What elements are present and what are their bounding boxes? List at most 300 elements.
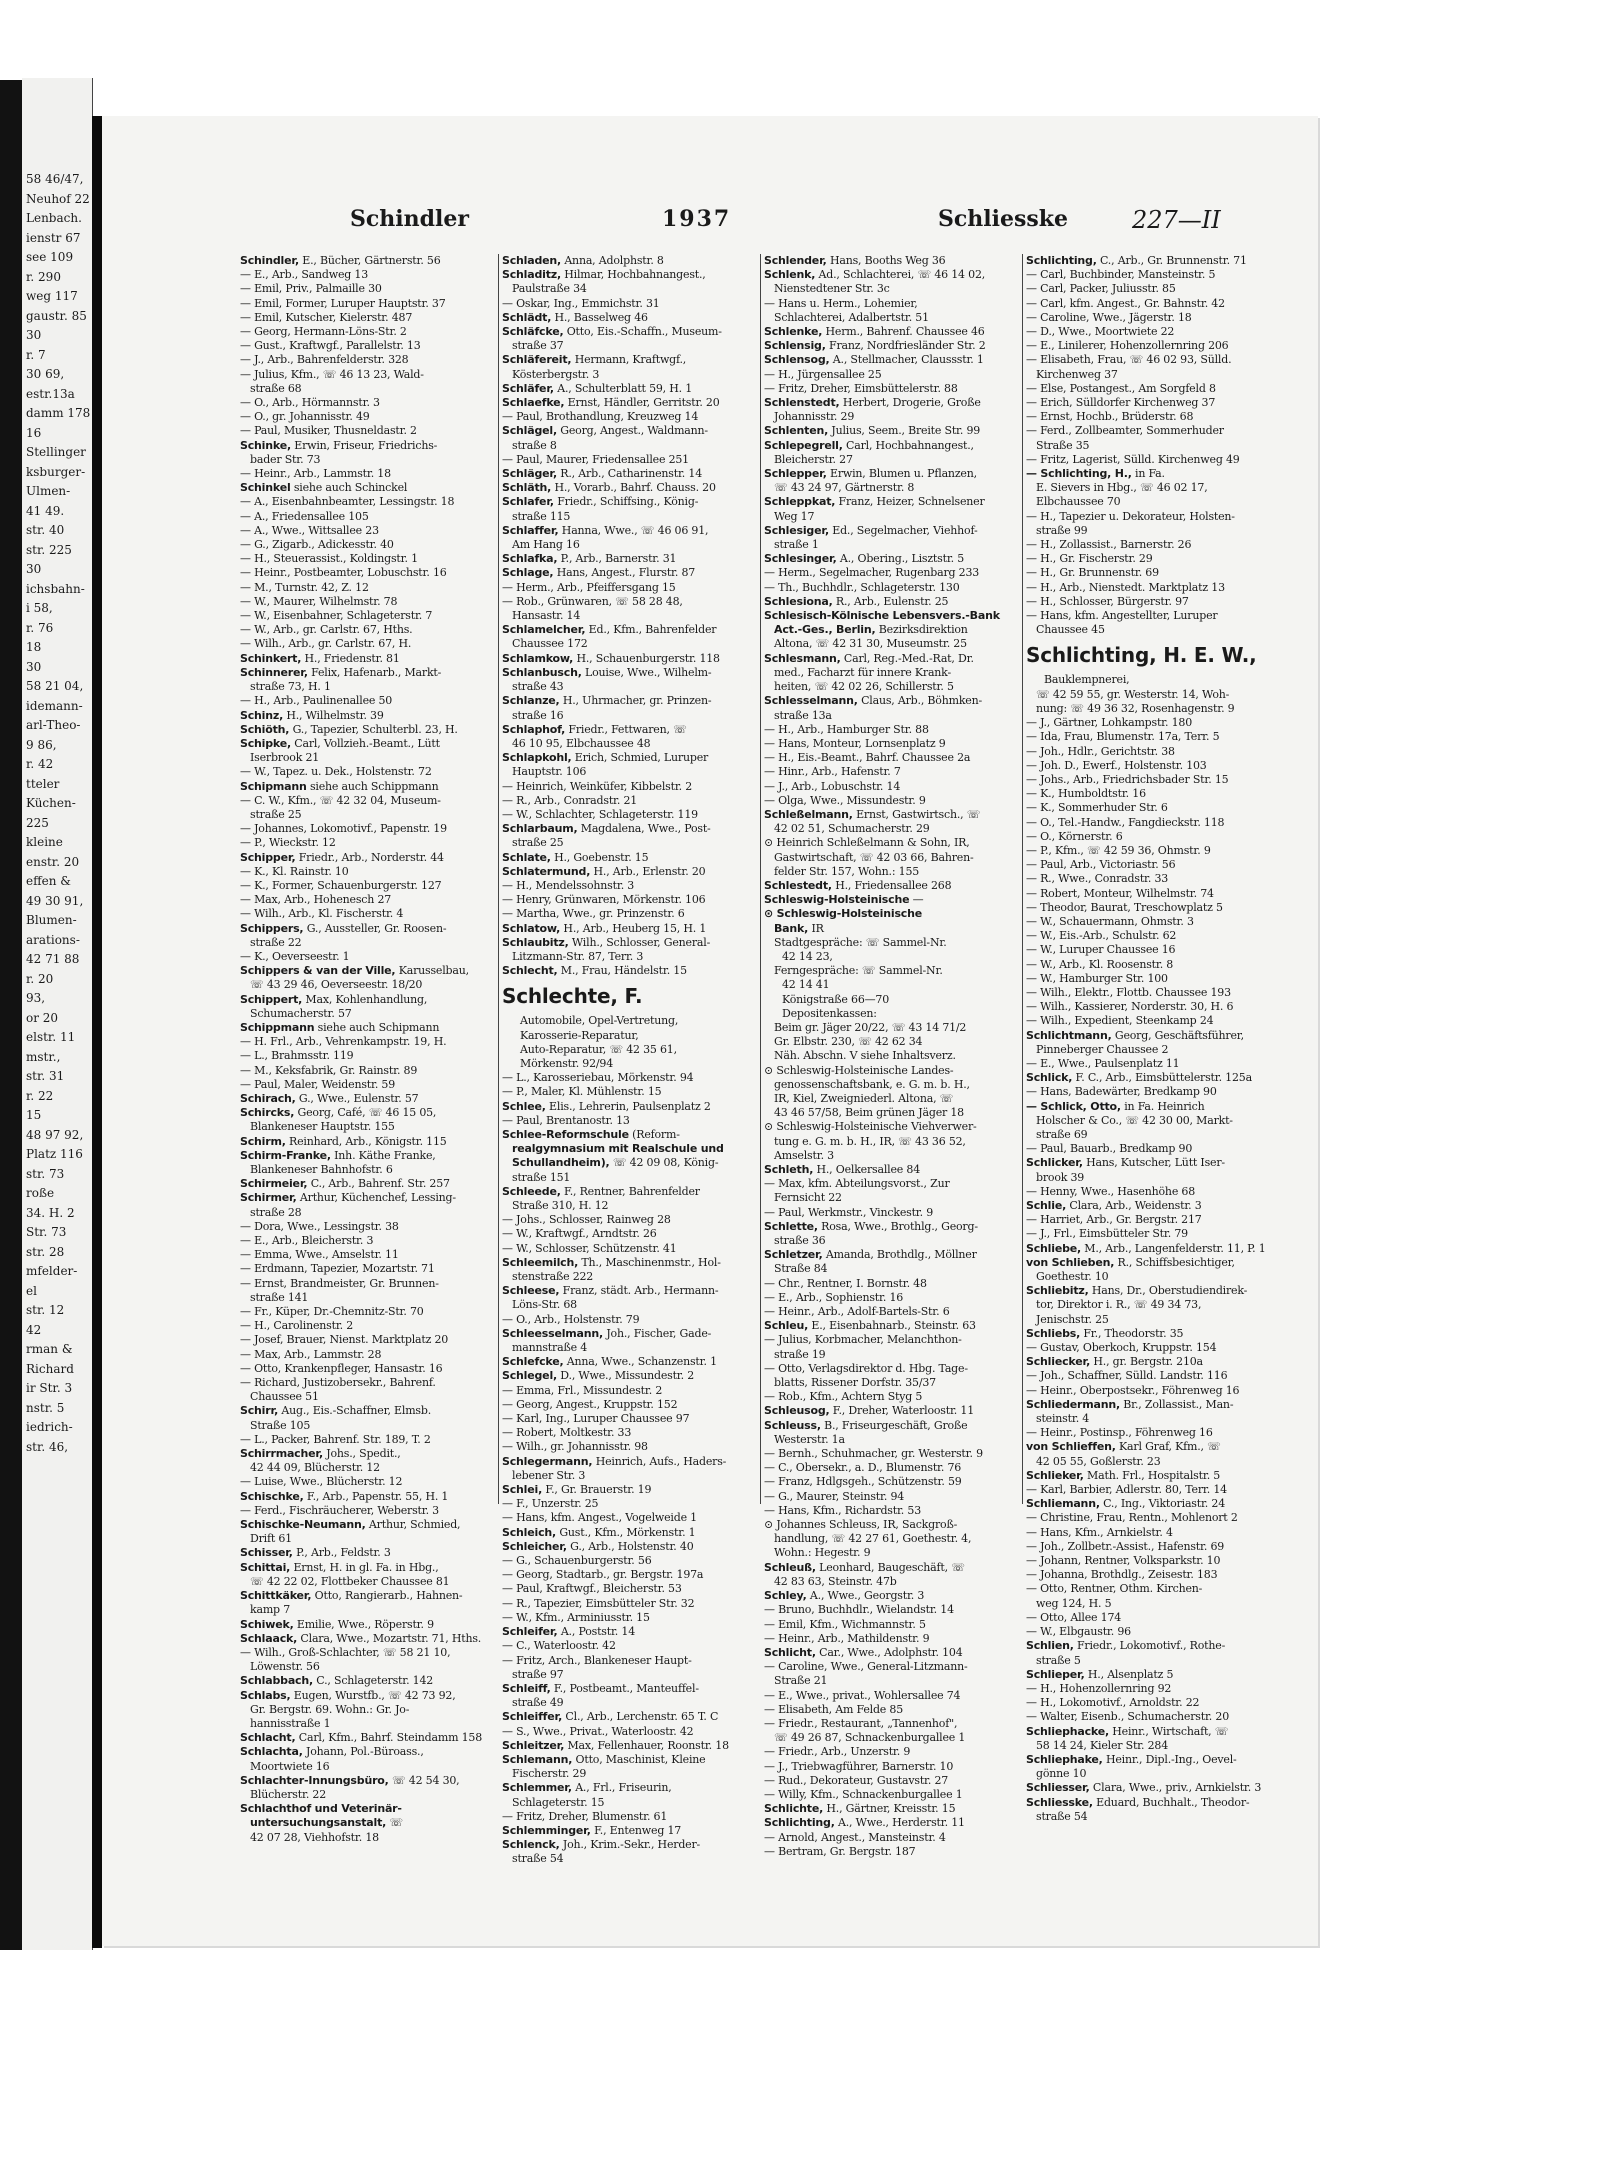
directory-entry [1026, 1043, 1278, 1057]
entry-surname: Schlanbusch, [502, 665, 582, 679]
entry-surname: Schlie, [1026, 1199, 1067, 1212]
directory-entry [1026, 1682, 1278, 1696]
entry-details: — A., Friedensallee 105 [240, 509, 369, 523]
entry-details: straße 99 [1036, 523, 1088, 537]
directory-entry [764, 993, 1016, 1007]
directory-entry [764, 1816, 1016, 1830]
directory-entry [764, 751, 1016, 765]
entry-details: gönne 10 [1036, 1767, 1087, 1781]
directory-entry [240, 524, 492, 538]
entry-surname: Schlepegrell, [764, 438, 843, 452]
entry-details: — Herm., Segelmacher, Rugenbarg 233 [764, 566, 980, 580]
entry-details: Elbchaussee 70 [1036, 495, 1121, 509]
directory-entry [502, 1540, 754, 1554]
entry-details: Ed., Kfm., Bahrenfelder [588, 623, 717, 637]
entry-details: Franz, Heizer, Schnelsener [838, 495, 985, 509]
entry-details: — Ferd., Zollbeamter, Sommerhuder [1026, 424, 1224, 438]
entry-details: steinstr. 4 [1036, 1412, 1090, 1426]
entry-details: Holscher & Co., ☏ 42 30 00, Markt- [1036, 1113, 1233, 1127]
entry-details: straße 8 [512, 438, 557, 452]
directory-entry [764, 1703, 1016, 1717]
directory-entry [240, 325, 492, 339]
entry-surname: Schleiffer, [502, 1710, 563, 1724]
directory-entry [240, 1774, 492, 1788]
directory-entry [1026, 297, 1278, 311]
entry-details: Erich, Schmied, Luruper [574, 751, 709, 765]
entry-details: — Hans, Monteur, Lornsenplatz 9 [764, 736, 946, 750]
entry-surname: Schlesisch-Kölnische Lebensvers.-Bank [764, 609, 1000, 623]
directory-entry [764, 1305, 1016, 1319]
entry-surname: Schladen, [502, 254, 562, 267]
entry-details: Hauptstr. 106 [512, 765, 587, 779]
directory-entry [502, 950, 754, 964]
directory-entry [240, 1092, 492, 1106]
directory-entry [502, 922, 754, 936]
entry-details: G., Wwe., Eulenstr. 57 [298, 1091, 419, 1105]
entry-details: C., Arb., Gr. Brunnenstr. 71 [1099, 254, 1247, 267]
entry-surname: Schliesske, [1026, 1795, 1093, 1809]
directory-entry [1026, 1810, 1278, 1824]
directory-entry [1026, 801, 1278, 815]
entry-details: — L., Packer, Bahrenf. Str. 189, T. 2 [240, 1432, 431, 1446]
entry-details: Hans, Booths Weg 36 [829, 254, 946, 267]
entry-details: — Rob., Grünwaren, ☏ 58 28 48, [502, 594, 683, 608]
entry-details: — R., Arb., Conradstr. 21 [502, 793, 638, 807]
entry-surname: Schlägel, [502, 424, 557, 438]
directory-entry [1026, 282, 1278, 296]
left-page-fragment: mfelder- [26, 1264, 78, 1278]
entry-details: Anna, Adolphstr. 8 [564, 254, 664, 267]
entry-surname: Schlaffer, [502, 523, 559, 537]
entry-details: Clara, Wwe., Mozartstr. 71, Hths. [300, 1631, 482, 1645]
entry-surname: Schlei, [502, 1483, 543, 1497]
directory-entry [1026, 958, 1278, 972]
directory-entry [240, 1475, 492, 1489]
directory-entry [502, 1114, 754, 1128]
entry-details: Claus, Arb., Böhmken- [861, 694, 983, 708]
entry-details: Wohn.: Hegestr. 9 [774, 1546, 871, 1560]
entry-details: — O., gr. Johannisstr. 49 [240, 410, 370, 424]
entry-details: — H., Jürgensallee 25 [764, 367, 882, 381]
entry-surname: Schläfcke, [502, 325, 564, 339]
directory-entry [240, 1632, 492, 1646]
directory-entry [240, 1603, 492, 1617]
entry-surname: Schliebitz, [1026, 1284, 1089, 1298]
directory-entry [1026, 1668, 1278, 1682]
entry-details: — D., Wwe., Moortwiete 22 [1026, 325, 1175, 339]
entry-surname: Schirach, [240, 1091, 296, 1105]
directory-entry [764, 467, 1016, 481]
entry-surname: Schlabs, [240, 1688, 291, 1702]
entry-details: Fr., Theodorstr. 35 [1083, 1326, 1184, 1340]
directory-entry [764, 1561, 1016, 1575]
left-page-fragment: 58 21 04, [26, 679, 84, 693]
directory-entry [764, 1447, 1016, 1461]
entry-details: Emilie, Wwe., Röperstr. 9 [296, 1617, 434, 1631]
entry-surname: Schliedermann, [1026, 1397, 1120, 1411]
entry-details: — Fritz, Arch., Blankeneser Haupt- [502, 1653, 692, 1667]
entry-details: — Ernst, Brandmeister, Gr. Brunnen- [240, 1276, 439, 1290]
directory-entry [1026, 730, 1278, 744]
page-gutter [92, 116, 102, 1948]
directory-entry [764, 936, 1016, 950]
entry-details: ☏ 43 24 97, Gärtnerstr. 8 [774, 481, 915, 495]
entry-details: — Julius, Kfm., ☏ 46 13 23, Wald- [240, 367, 424, 381]
entry-details: — Elisabeth, Frau, ☏ 46 02 93, Sülld. [1026, 353, 1232, 367]
directory-entry [1026, 1284, 1278, 1298]
directory-entry [240, 1177, 492, 1191]
entry-details: A., Wwe., Herderstr. 11 [837, 1816, 965, 1830]
entry-surname: Schlädt, [502, 310, 552, 324]
directory-entry [240, 1291, 492, 1305]
entry-details: — Georg, Hermann-Löns-Str. 2 [240, 325, 407, 339]
directory-entry [502, 1128, 754, 1142]
left-page-fragment: r. 42 [26, 757, 54, 771]
entry-details: ☏ 42 59 55, gr. Westerstr. 14, Woh- [1036, 687, 1230, 701]
entry-details: Hans, Kutscher, Lütt Iser- [1086, 1156, 1225, 1170]
entry-details: — H., Arb., Nienstedt. Marktplatz 13 [1026, 580, 1225, 594]
entry-details: — J., Frl., Eimsbütteler Str. 79 [1026, 1227, 1188, 1241]
entry-details: Straße 21 [774, 1674, 828, 1688]
entry-surname: Schinke, [240, 438, 291, 452]
directory-entry [1026, 1270, 1278, 1284]
directory-entry [764, 254, 1016, 268]
entry-details: straße 115 [512, 509, 571, 523]
directory-entry [240, 467, 492, 481]
entry-details: — W., Eis.-Arb., Schulstr. 62 [1026, 929, 1177, 943]
entry-details: Max, Kohlenhandlung, [305, 992, 428, 1006]
directory-entry [502, 1796, 754, 1810]
left-page-fragment: ienstr 67 [26, 230, 81, 245]
left-page-fragment: Blumen- [26, 913, 77, 927]
directory-entry [502, 410, 754, 424]
directory-entry [240, 1277, 492, 1291]
directory-entry [502, 1213, 754, 1227]
directory-entry [764, 581, 1016, 595]
entry-details: IR, Kiel, Zweigniederl. Altona, ☏ [774, 1091, 954, 1105]
left-page-fragment: str. 46, [26, 1439, 69, 1454]
directory-entry [240, 453, 492, 467]
directory-entry [240, 410, 492, 424]
entry-details: Bleicherstr. 27 [774, 452, 853, 466]
directory-entry [240, 339, 492, 353]
directory-entry [764, 1845, 1016, 1859]
entry-surname: Schircks, [240, 1106, 295, 1120]
entry-details: — Willy, Kfm., Schnackenburgallee 1 [764, 1787, 963, 1801]
directory-entry [502, 495, 754, 509]
entry-details: E., Eisenbahnarb., Steinstr. 63 [811, 1319, 976, 1333]
directory-entry [502, 808, 754, 822]
column-4 [1026, 254, 1278, 1823]
entry-details: — W., Arb., Kl. Roosenstr. 8 [1026, 957, 1174, 971]
entry-details: — Otto, Rentner, Othm. Kirchen- [1026, 1582, 1203, 1596]
directory-entry [764, 1404, 1016, 1418]
directory-entry [1026, 453, 1278, 467]
directory-entry [502, 538, 754, 552]
directory-entry [240, 1234, 492, 1248]
entry-surname: Schleuss, [764, 1418, 821, 1432]
entry-details: — H., Carolinenstr. 2 [240, 1319, 354, 1333]
directory-entry [240, 666, 492, 680]
entry-details: — L., Brahmsstr. 119 [240, 1049, 354, 1063]
directory-entry [240, 1447, 492, 1461]
entry-details: H., Wilhelmstr. 39 [286, 708, 384, 722]
directory-entry [502, 1497, 754, 1511]
directory-entry [502, 794, 754, 808]
directory-entry [502, 1597, 754, 1611]
directory-entry [502, 1781, 754, 1795]
directory-entry [502, 709, 754, 723]
directory-entry [764, 964, 1016, 978]
directory-entry [502, 1398, 754, 1412]
entry-surname: Schlachthof und Veterinär- [240, 1802, 402, 1816]
directory-entry [764, 1589, 1016, 1603]
directory-entry [502, 1100, 754, 1114]
directory-entry [1026, 1710, 1278, 1724]
entry-details: Clara, Arb., Weidenstr. 3 [1069, 1199, 1202, 1212]
entry-details: Johann, Pol.-Büroass., [305, 1745, 424, 1759]
entry-surname: Act.-Ges., Berlin, [774, 623, 876, 637]
directory-entry [502, 652, 754, 666]
directory-entry [764, 1575, 1016, 1589]
directory-entry [502, 737, 754, 751]
entry-details: — Emil, Priv., Palmaille 30 [240, 282, 382, 296]
directory-entry [502, 382, 754, 396]
entry-details: stenstraße 222 [512, 1270, 594, 1284]
left-page-fragment: damm 178 [26, 406, 91, 420]
entry-details: — Luise, Wwe., Blücherstr. 12 [240, 1475, 403, 1489]
entry-surname: Schiwek, [240, 1617, 294, 1631]
entry-surname: Schlaefke, [502, 396, 565, 410]
entry-details: Br., Zollassist., Man- [1123, 1397, 1234, 1411]
directory-entry [240, 382, 492, 396]
entry-surname: Schläfer, [502, 381, 554, 395]
left-page-fragment: str. 73 [26, 1166, 65, 1181]
entry-details: heiten, ☏ 42 02 26, Schillerstr. 5 [774, 680, 954, 694]
entry-surname: von Schlieffen, [1026, 1440, 1116, 1454]
entry-details: — H., Arb., Hamburger Str. 88 [764, 722, 929, 736]
directory-entry [1026, 1696, 1278, 1710]
entry-surname: Schipke, [240, 736, 291, 750]
entry-details: — Johs., Arb., Friedrichsbader Str. 15 [1026, 772, 1229, 786]
directory-entry [240, 297, 492, 311]
left-page-fragment: Ulmen- [26, 484, 71, 498]
directory-entry [502, 1327, 754, 1341]
directory-entry [502, 297, 754, 311]
directory-entry [764, 1064, 1016, 1078]
entry-details: — Paul, Brentanostr. 13 [502, 1113, 630, 1127]
directory-entry [240, 1561, 492, 1575]
directory-entry [1026, 1540, 1278, 1554]
directory-entry [764, 311, 1016, 325]
directory-entry [240, 1376, 492, 1390]
entry-details: — O., Körnerstr. 6 [1026, 829, 1123, 843]
entry-details: kamp 7 [250, 1603, 290, 1617]
entry-details: — Elisabeth, Am Felde 85 [764, 1702, 903, 1716]
entry-details: straße 49 [512, 1696, 564, 1710]
directory-entry [240, 780, 492, 794]
entry-details: — H., Steuerassist., Koldingstr. 1 [240, 552, 418, 566]
entry-surname: Schischke, [240, 1489, 304, 1503]
directory-entry [1026, 1313, 1278, 1327]
entry-details: blatts, Rissener Dorfstr. 35/37 [774, 1376, 936, 1390]
left-page-fragment: or 20 [26, 1010, 59, 1025]
entry-surname: Schinkert, [240, 651, 302, 665]
entry-surname: Schlegermann, [502, 1454, 593, 1468]
directory-entry [240, 1262, 492, 1276]
entry-details: straße 5 [1036, 1653, 1081, 1667]
entry-details: Schumacherstr. 57 [250, 1006, 352, 1020]
entry-details: ☏ 43 29 46, Oeverseestr. 18/20 [250, 978, 423, 992]
entry-surname: Schlicht, [764, 1645, 816, 1659]
directory-entry [1026, 1298, 1278, 1312]
entry-details: Blücherstr. 22 [250, 1787, 327, 1801]
entry-surname: Schlachter-Innungsbüro, [240, 1773, 389, 1787]
directory-entry [502, 1554, 754, 1568]
directory-entry [240, 950, 492, 964]
entry-surname: Schleswig-Holsteinische [764, 893, 910, 907]
entry-details: — Wilh., Arb., Kl. Fischerstr. 4 [240, 907, 404, 921]
entry-details: — M., Keksfabrik, Gr. Rainstr. 89 [240, 1063, 418, 1077]
entry-details: ☏ [389, 1816, 403, 1830]
directory-entry [764, 1220, 1016, 1234]
entry-details: — W., Hamburger Str. 100 [1026, 971, 1168, 985]
entry-details: — Max, Arb., Hohenesch 27 [240, 893, 392, 907]
entry-details: Pinneberger Chaussee 2 [1036, 1042, 1169, 1056]
entry-details: Erwin, Blumen u. Pflanzen, [830, 467, 977, 481]
entry-details: Otto, Maschinist, Kleine [575, 1752, 706, 1766]
left-page-fragment: 30 [26, 328, 42, 342]
directory-entry [502, 268, 754, 282]
entry-details: straße 68 [250, 381, 302, 395]
directory-entry [240, 1532, 492, 1546]
entry-details: ☏ 42 09 08, König- [612, 1156, 719, 1170]
entry-details: straße 54 [1036, 1809, 1088, 1823]
entry-details: F., Arb., Papenstr. 55, H. 1 [306, 1489, 449, 1503]
directory-entry [764, 1206, 1016, 1220]
entry-surname: Schipper, [240, 850, 296, 864]
directory-entry [502, 1696, 754, 1710]
directory-entry [240, 623, 492, 637]
entry-details: — Wilh., Groß-Schlachter, ☏ 58 21 10, [240, 1645, 451, 1659]
entry-details: — Erdmann, Tapezier, Mozartstr. 71 [240, 1262, 435, 1276]
directory-entry [1026, 830, 1278, 844]
entry-surname: Schullandheim), [512, 1156, 610, 1170]
left-page-fragment: 42 71 88 [26, 952, 80, 966]
directory-entry [502, 780, 754, 794]
entry-details: — Wilh., Kassierer, Norderstr. 30, H. 6 [1026, 1000, 1234, 1014]
entry-details: siehe auch Schippmann [309, 779, 439, 793]
entry-details: — Hans, Kfm., Richardstr. 53 [764, 1503, 921, 1517]
directory-entry [240, 1248, 492, 1262]
directory-entry [240, 723, 492, 737]
entry-surname: Schlemminger, [502, 1823, 591, 1837]
entry-details: H., Oelkersallee 84 [816, 1163, 920, 1176]
directory-entry [1026, 688, 1278, 702]
directory-entry: Schlechte, F. [502, 984, 643, 1009]
entry-details: Rosa, Wwe., Brothlg., Georg- [821, 1219, 978, 1233]
entry-details: — Wilh., Arb., gr. Carlstr. 67, H. [240, 637, 412, 651]
directory-entry [764, 737, 1016, 751]
directory-entry [764, 1191, 1016, 1205]
entry-details: — Paul, Kraftwgf., Bleicherstr. 53 [502, 1582, 682, 1596]
entry-details: — Caroline, Wwe., Jägerstr. 18 [1026, 310, 1192, 324]
directory-entry [1026, 1384, 1278, 1398]
entry-surname: Schlamelcher, [502, 623, 586, 637]
directory-entry [1026, 702, 1278, 716]
entry-surname: Schliephake, [1026, 1752, 1103, 1766]
directory-entry [1026, 1185, 1278, 1199]
directory-entry [502, 1654, 754, 1668]
entry-details: H., Arb., Erlenstr. 20 [593, 864, 706, 878]
left-page-fragment: gaustr. 85 [26, 308, 87, 323]
directory-entry [240, 1191, 492, 1205]
entry-details: — Herm., Arb., Pfeiffersgang 15 [502, 580, 676, 594]
column-2 [502, 254, 754, 1866]
entry-details: ☏ 49 26 87, Schnackenburgallee 1 [774, 1731, 966, 1745]
directory-entry [240, 481, 492, 495]
directory-entry [502, 623, 754, 637]
entry-details: (Reform- [632, 1127, 680, 1141]
directory-entry [1026, 887, 1278, 901]
directory-entry [240, 1078, 492, 1092]
left-page-fragment: iedrich- [26, 1420, 73, 1434]
directory-entry [240, 936, 492, 950]
entry-details: straße 28 [250, 1205, 302, 1219]
entry-surname: Schindler, [240, 254, 299, 267]
directory-entry [502, 680, 754, 694]
directory-entry [240, 851, 492, 865]
directory-entry [502, 282, 754, 296]
directory-entry [240, 552, 492, 566]
entry-details: — Emil, Kfm., Wichmannstr. 5 [764, 1617, 926, 1631]
left-page-fragment: effen & [26, 874, 71, 888]
entry-details: — Karl, Barbier, Adlerstr. 80, Terr. 14 [1026, 1483, 1227, 1497]
directory-entry [502, 1725, 754, 1739]
entry-details: A., Schulterblatt 59, H. 1 [557, 381, 693, 395]
entry-details: R., Schiffsbesichtiger, [1117, 1255, 1235, 1269]
entry-surname: Schlate, [502, 850, 551, 864]
entry-surname: Schlepper, [764, 467, 827, 481]
entry-surname: Schlenten, [764, 424, 829, 438]
entry-details: Automobile, Opel-Vertretung, [520, 1014, 679, 1028]
entry-details: — C. W., Kfm., ☏ 42 32 04, Museum- [240, 793, 441, 807]
entry-surname: Schlapkohl, [502, 751, 572, 765]
directory-entry [1026, 566, 1278, 580]
entry-details: P., Arb., Feldstr. 3 [296, 1546, 391, 1560]
directory-entry [502, 1298, 754, 1312]
directory-entry [240, 581, 492, 595]
entry-details: — W., Arb., gr. Carlstr. 67, Hths. [240, 623, 413, 637]
directory-entry [502, 467, 754, 481]
entry-surname: Schliemann, [1026, 1497, 1100, 1511]
entry-details: — Joh., Hdlr., Gerichtstr. 38 [1026, 744, 1175, 758]
directory-entry [1026, 972, 1278, 986]
entry-details: — Bernh., Schuhmacher, gr. Westerstr. 9 [764, 1447, 983, 1461]
directory-entry [240, 893, 492, 907]
entry-details: E., Bücher, Gärtnerstr. 56 [302, 254, 441, 267]
directory-entry [502, 836, 754, 850]
entry-details: — Chr., Rentner, I. Bornstr. 48 [764, 1276, 927, 1290]
directory-entry [240, 652, 492, 666]
directory-entry [764, 1390, 1016, 1404]
entry-surname: Schlage, [502, 566, 554, 580]
directory-entry [764, 808, 1016, 822]
directory-entry [764, 1277, 1016, 1291]
entry-details: H., Vorarb., Bahrf. Chauss. 20 [554, 481, 716, 495]
directory-entry [764, 907, 1016, 921]
directory-entry [1026, 1029, 1278, 1043]
